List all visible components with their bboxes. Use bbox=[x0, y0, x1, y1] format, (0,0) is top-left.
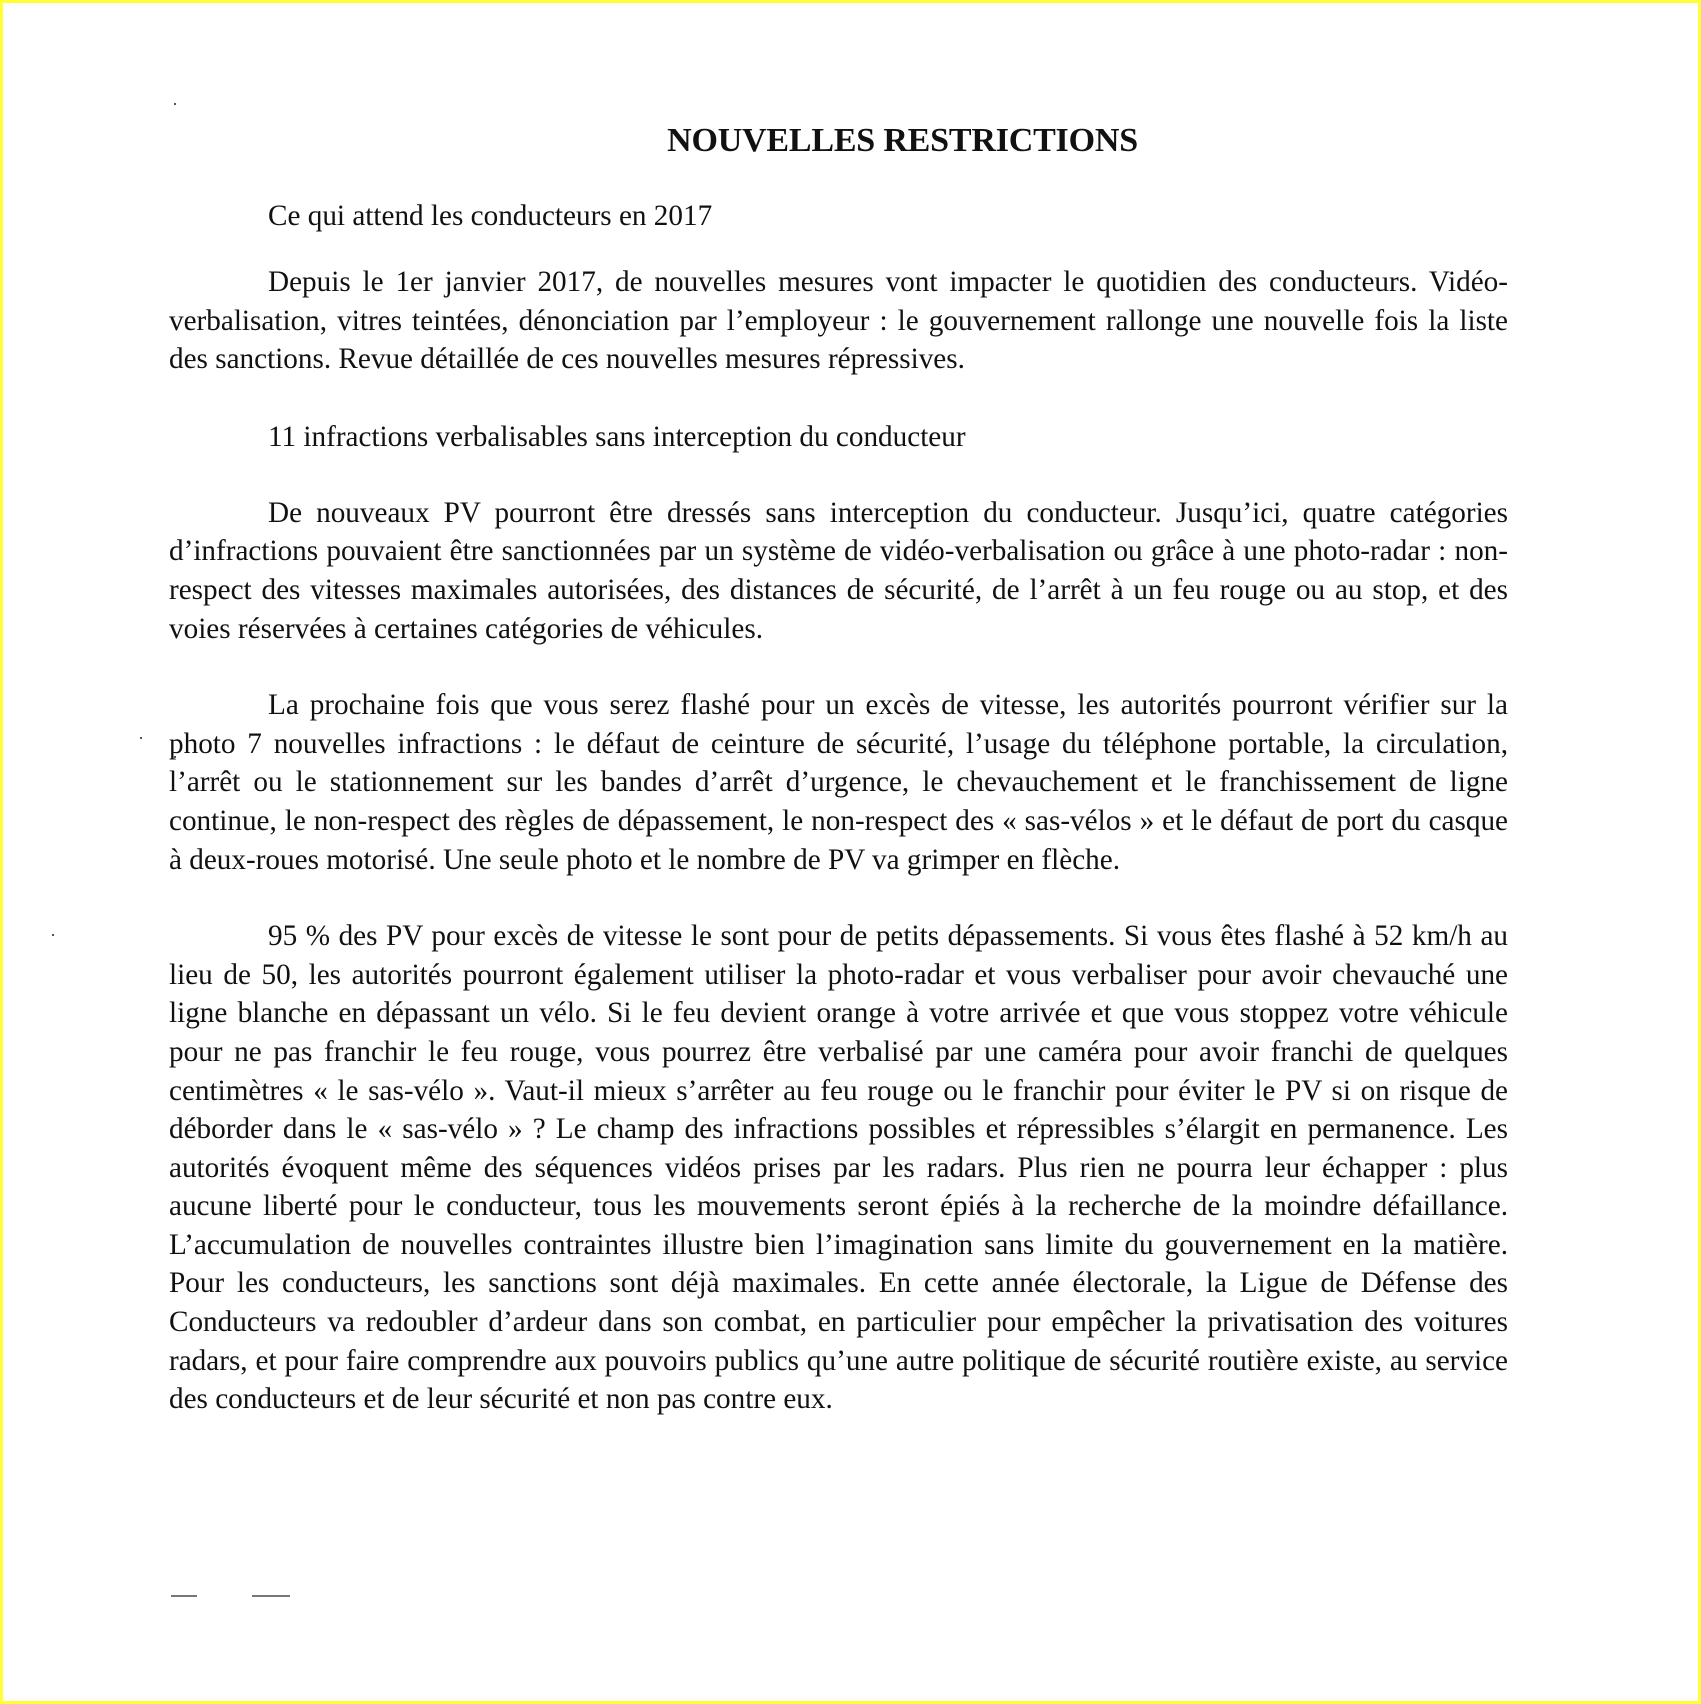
paragraph-conclusion: 95 % des PV pour excès de vitesse le sont pour de petits dépassements. Si vous êtes flashé à 52 km/h au lieu de 50, les autorités pourront également utiliser la photo-radar et vous verbaliser pour avoir chevauché une ligne blanche en dépassant un vélo. Si le feu devient orange à votre arrivée et que vous stoppez votre véhicule pour ne pas franchir le feu rouge, vous pourrez être verbalisé par une caméra pour avoir franchi de quelques centimètres « le sas-vélo ». Vaut-il mieux s’arrêter au feu rouge ou le franchir pour éviter le PV si on risque de déborder dans le « sas-vélo » ? Le champ des infractions possibles et répressibles s’élargit en permanence. Les autorités évoquent même des séquences vidéos prises par les radars. Plus rien ne pourra leur échapper : plus aucune liberté pour le conducteur, tous les mouvements seront épiés à la recherche de la moindre défaillance. L’accumulation de nouvelles contraintes illustre bien l’imagination sans limite du gouvernement en la matière. Pour les conducteurs, les sanctions sont déjà maximales. En cette année électorale, la Ligue de Défense des Conducteurs va redoubler d’ardeur dans son combat, en particulier pour empêcher la privatisation des voitures radars, et pour faire comprendre aux pouvoirs publics qu’une autre politique de sécurité routière existe, au service des conducteurs et de leur sécurité et non pas contre eux. bbox=[169, 920, 1508, 1416]
document-body bbox=[169, 121, 1508, 1419]
scan-speck bbox=[52, 934, 54, 936]
scan-mark bbox=[171, 1595, 197, 1597]
paragraph-new-infractions: La prochaine fois que vous serez flashé pour un excès de vitesse, les autorités pourront vérifier sur la photo 7 nouvelles infractions : le défaut de ceinture de sécurité, l’usage du téléphone portable, la circulation, l’arrêt ou le stationnement sur les bandes d’arrêt d’urgence, le chevauchement et le franchissement de ligne continue, le non-respect des règles de dépassement, le non-respect des « sas-vélos » et le défaut de port du casque à deux-roues motorisé. Une seule photo et le nombre de PV va grimper en flèche. bbox=[169, 689, 1508, 876]
section-heading: 11 infractions verbalisables sans interception du conducteur bbox=[268, 420, 966, 453]
document-title: NOUVELLES RESTRICTIONS bbox=[667, 122, 1138, 159]
paragraph-intro: Depuis le 1er janvier 2017, de nouvelles mesures vont impacter le quotidien des conducteurs. Vidéo-verbalisation, vitres teintées, dénonciation par l’employeur : le gouvernement rallonge une nouvelle fois la liste des sanctions. Revue détaillée de ces nouvelles mesures répressives. bbox=[169, 266, 1508, 376]
document-subtitle: Ce qui attend les conducteurs en 2017 bbox=[268, 200, 713, 232]
scan-mark bbox=[252, 1595, 290, 1597]
scan-speck bbox=[174, 103, 176, 105]
paragraph-infractions: De nouveaux PV pourront être dressés sans interception du conducteur. Jusqu’ici, quatre catégories d’infractions pouvaient être sanctionnées par un système de vidéo-verbalisation ou grâce à une photo-radar : non-respect des vitesses maximales autorisées, des distances de sécurité, de l’arrêt à un feu rouge ou au stop, et des voies réservées à certaines catégories de véhicules. bbox=[169, 496, 1508, 645]
scan-speck bbox=[140, 737, 142, 739]
